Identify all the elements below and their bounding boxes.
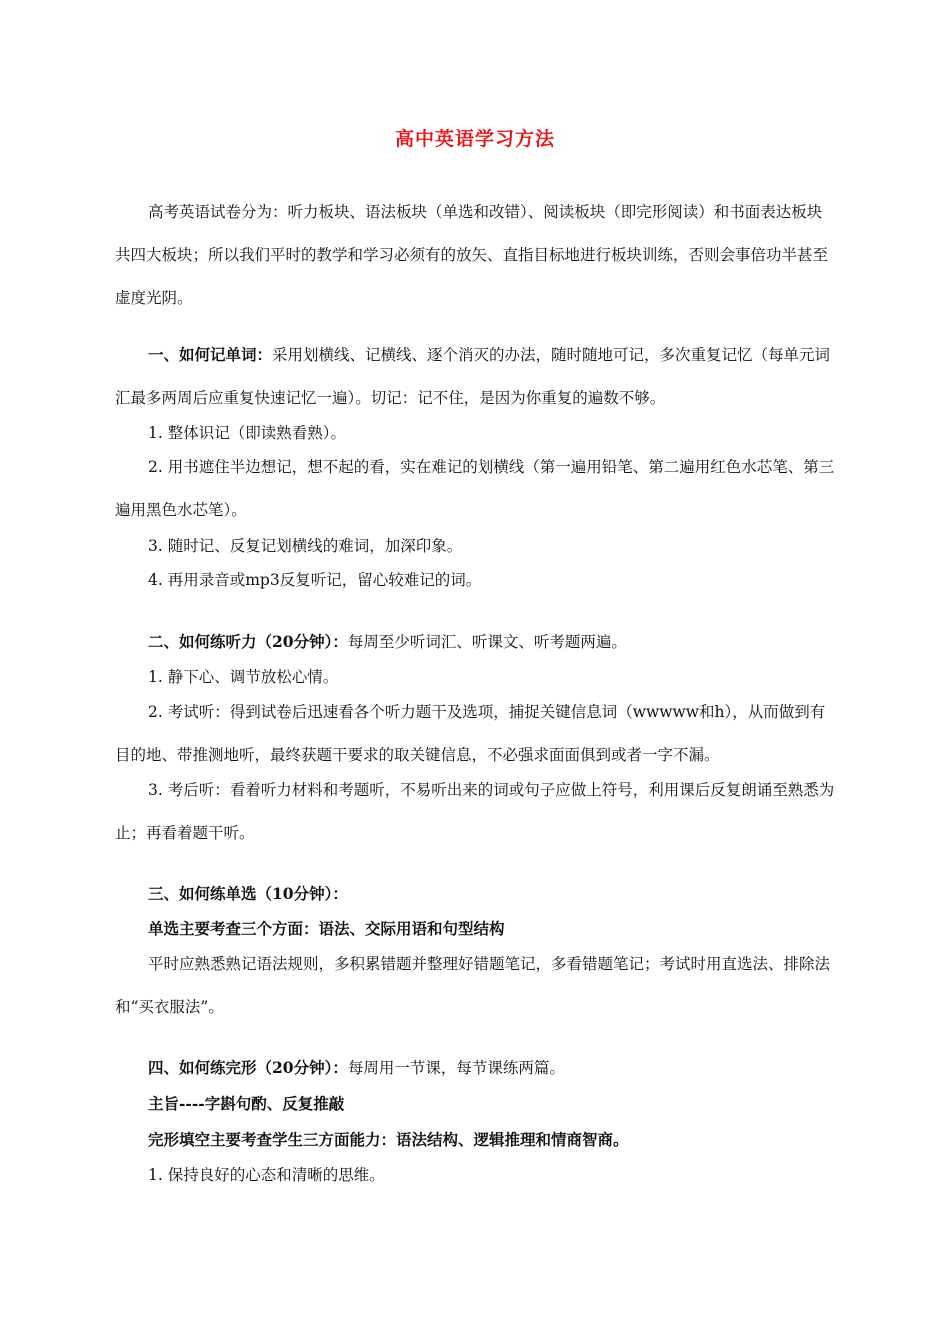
section-1-item-4: 4. 再用录音或mp3反复听记，留心较难记的词。 [148, 571, 482, 589]
section-4-heading: 四、如何练完形（20分钟）： [148, 1058, 348, 1077]
document-title: 高中英语学习方法 [394, 128, 555, 150]
section-4-bold-line-1: 主旨----字斟句酌、反复推敲 [148, 1094, 345, 1113]
section-4-text: 每周用一节课，每节课练两篇。 [347, 1059, 565, 1077]
section-4-line [148, 1058, 565, 1078]
section-4-bold-line-2: 完形填空主要考查学生三方面能力：语法结构、逻辑推理和情商智商。 [148, 1130, 629, 1149]
section-1-item-2: 2. 用书遮住半边想记，想不起的看，实在难记的划横线（第一遍用铅笔、第二遍用红色水芯笔、第三遍用黑色水芯笔）。 [115, 458, 835, 519]
section-1-text: 采用划横线、记横线、逐个消灭的办法，随时随地可记，多次重复记忆（每单元词汇最多两周后应重复快速记忆一遍）。切记：记不住，是因为你重复的遍数不够。 [115, 346, 831, 407]
section-2-item-2: 2. 考试听：得到试卷后迅速看各个听力题干及选项，捕捉关键信息词（wwwww和h），从而做到有目的地、带推测地听，最终获题干要求的取关键信息，不必强求面面俱到或者一字不漏。 [115, 703, 826, 764]
section-4-item-1: 1. 保持良好的心态和清晰的思维。 [148, 1166, 385, 1184]
section-1-heading: 一、如何记单词： [148, 345, 273, 364]
section-2-heading: 二、如何练听力（20分钟）： [148, 632, 348, 651]
section-3-text: 平时应熟悉熟记语法规则，多积累错题并整理好错题笔记，多看错题笔记；考试时用直选法、排除法和“买衣服法”。 [115, 955, 831, 1016]
section-2-item-1: 1. 静下心、调节放松心情。 [148, 668, 339, 686]
section-3-bold-line: 单选主要考查三个方面：语法、交际用语和句型结构 [148, 919, 505, 938]
section-2-text: 每周至少听词汇、听课文、听考题两遍。 [347, 633, 627, 651]
section-3-heading: 三、如何练单选（10分钟）： [148, 884, 348, 903]
section-1-item-1: 1. 整体识记（即读熟看熟）。 [148, 424, 346, 442]
section-1-paragraph [115, 333, 835, 420]
section-2-line [148, 632, 627, 652]
intro-paragraph: 高考英语试卷分为：听力板块、语法板块（单选和改错）、阅读板块（即完形阅读）和书面表达板块共四大板块；所以我们平时的教学和学习必须有的放矢、直指目标地进行板块训练，否则会事倍功半甚至虚度光阴。 [115, 203, 829, 307]
section-1-item-3: 3. 随时记、反复记划横线的难词，加深印象。 [148, 537, 463, 555]
section-2-item-3: 3. 考后听：看着听力材料和考题听，不易听出来的词或句子应做上符号，利用课后反复朗诵至熟悉为止；再看着题干听。 [115, 781, 835, 842]
